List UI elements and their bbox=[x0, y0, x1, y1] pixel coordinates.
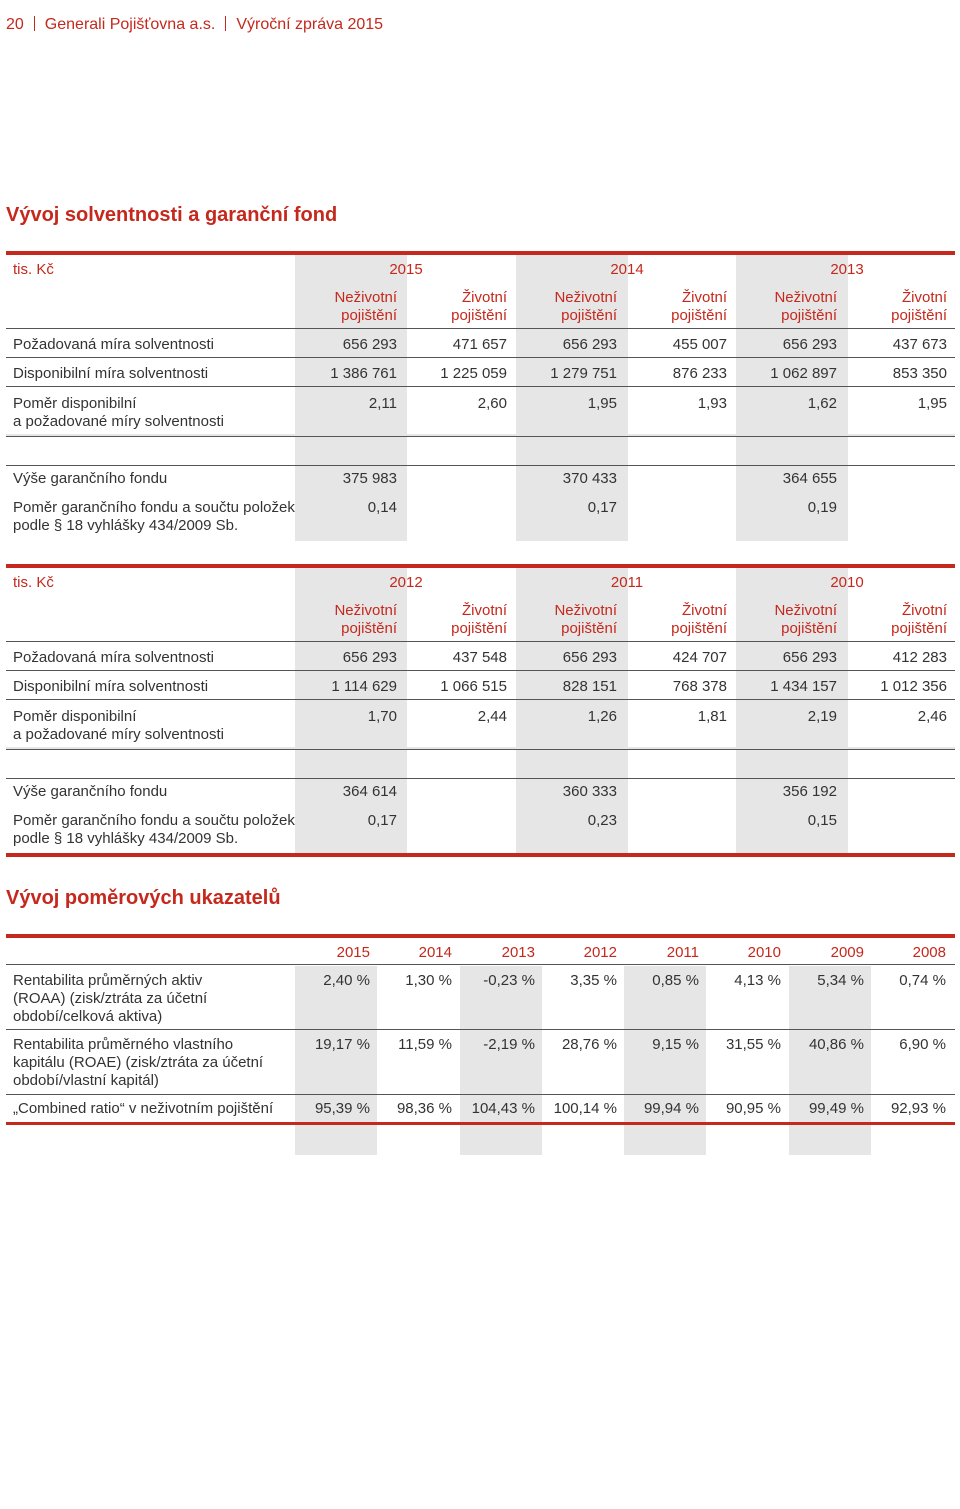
value-cell: 0,23 bbox=[587, 812, 617, 829]
value-cell: 656 293 bbox=[342, 649, 397, 666]
column-subheader: Životní pojištění bbox=[891, 602, 947, 637]
value-cell: -0,23 % bbox=[483, 972, 535, 989]
section-gap-rule bbox=[6, 747, 955, 749]
value-cell: 1 386 761 bbox=[330, 365, 397, 382]
value-cell: 99,49 % bbox=[808, 1100, 864, 1117]
column-subheader: Neživotní pojištění bbox=[334, 602, 397, 637]
value-cell: 95,39 % bbox=[314, 1100, 370, 1117]
column-subheader: Životní pojištění bbox=[451, 602, 507, 637]
value-cell: 0,19 bbox=[807, 499, 837, 516]
value-cell: 1,95 bbox=[917, 395, 947, 412]
year-header: 2013 bbox=[830, 261, 864, 278]
report-name: Výroční zpráva 2015 bbox=[236, 16, 384, 33]
value-cell: 92,93 % bbox=[890, 1100, 946, 1117]
row-label: Poměr garančního fondu a součtu položek podle § 18 vyhlášky 434/2009 Sb. bbox=[13, 499, 295, 534]
value-cell: 3,35 % bbox=[570, 972, 617, 989]
value-cell: 828 151 bbox=[562, 678, 617, 695]
value-cell: 656 293 bbox=[782, 336, 837, 353]
value-cell: 1,93 bbox=[697, 395, 727, 412]
value-cell: 1 279 751 bbox=[550, 365, 617, 382]
value-cell: 11,59 % bbox=[398, 1036, 452, 1053]
value-cell: 90,95 % bbox=[725, 1100, 781, 1117]
column-subheader: Neživotní pojištění bbox=[554, 602, 617, 637]
value-cell: 656 293 bbox=[562, 649, 617, 666]
value-cell: 1,70 bbox=[367, 708, 397, 725]
row-label: Poměr disponibilní a požadované míry solventnosti bbox=[13, 708, 224, 743]
value-cell: 356 192 bbox=[782, 783, 837, 800]
row-divider bbox=[6, 670, 955, 671]
value-cell: 370 433 bbox=[562, 470, 617, 487]
row-label: Poměr garančního fondu a součtu položek podle § 18 vyhlášky 434/2009 Sb. bbox=[13, 812, 295, 847]
row-divider bbox=[6, 641, 955, 642]
header-separator bbox=[225, 16, 226, 31]
value-cell: 19,17 % bbox=[314, 1036, 370, 1053]
value-cell: 2,44 bbox=[477, 708, 507, 725]
value-cell: 0,15 bbox=[807, 812, 837, 829]
value-cell: 437 548 bbox=[452, 649, 507, 666]
value-cell: 1 062 897 bbox=[770, 365, 837, 382]
year-header: 2013 bbox=[501, 944, 535, 961]
value-cell: 656 293 bbox=[562, 336, 617, 353]
value-cell: 1 225 059 bbox=[440, 365, 507, 382]
year-header: 2010 bbox=[830, 574, 864, 591]
value-cell: 364 655 bbox=[782, 470, 837, 487]
company-name: Generali Pojišťovna a.s. bbox=[44, 16, 216, 33]
row-divider bbox=[6, 964, 955, 965]
value-cell: 1,62 bbox=[807, 395, 837, 412]
solvency-title: Vývoj solventnosti a garanční fond bbox=[6, 204, 338, 226]
value-cell: 424 707 bbox=[672, 649, 727, 666]
row-divider bbox=[6, 699, 955, 700]
value-cell: 1 114 629 bbox=[331, 678, 397, 695]
value-cell: 1,26 bbox=[587, 708, 617, 725]
row-label: Poměr disponibilní a požadované míry solventnosti bbox=[13, 395, 224, 430]
year-header: 2012 bbox=[389, 574, 423, 591]
row-label: Rentabilita průměrných aktiv (ROAA) (zisk/ztráta za účetní období/celková aktiva) bbox=[13, 972, 208, 1025]
value-cell: 104,43 % bbox=[471, 1100, 535, 1117]
value-cell: 768 378 bbox=[672, 678, 727, 695]
row-label: Rentabilita průměrného vlastního kapitálu (ROAE) (zisk/ztráta za účetní období/vlastní kapitál) bbox=[13, 1036, 264, 1089]
year-header: 2008 bbox=[912, 944, 946, 961]
column-subheader: Neživotní pojištění bbox=[774, 602, 837, 637]
year-header: 2012 bbox=[583, 944, 617, 961]
row-label: Disponibilní míra solventnosti bbox=[13, 678, 209, 695]
row-divider bbox=[6, 328, 955, 329]
row-divider bbox=[6, 357, 955, 358]
value-cell: 40,86 % bbox=[808, 1036, 864, 1053]
page-number: 20 bbox=[6, 16, 24, 33]
value-cell: 28,76 % bbox=[561, 1036, 617, 1053]
column-shade bbox=[295, 966, 377, 1155]
row-label: „Combined ratio“ v neživotním pojištění bbox=[13, 1100, 274, 1117]
value-cell: 1,81 bbox=[697, 708, 727, 725]
row-divider bbox=[6, 1094, 955, 1095]
value-cell: 437 673 bbox=[892, 336, 947, 353]
section-gap-rule bbox=[6, 434, 955, 436]
value-cell: 1 012 356 bbox=[880, 678, 947, 695]
year-header: 2014 bbox=[610, 261, 644, 278]
page-header bbox=[6, 16, 383, 34]
value-cell: 31,55 % bbox=[725, 1036, 781, 1053]
unit-label: tis. Kč bbox=[13, 574, 54, 591]
value-cell: 412 283 bbox=[892, 649, 947, 666]
year-header: 2011 bbox=[666, 944, 699, 961]
value-cell: 9,15 % bbox=[652, 1036, 699, 1053]
value-cell: 656 293 bbox=[782, 649, 837, 666]
value-cell: 2,60 bbox=[477, 395, 507, 412]
value-cell: -2,19 % bbox=[483, 1036, 535, 1053]
row-divider bbox=[6, 436, 955, 437]
value-cell: 364 614 bbox=[342, 783, 397, 800]
column-subheader: Životní pojištění bbox=[451, 289, 507, 324]
value-cell: 2,46 bbox=[917, 708, 947, 725]
ratios-title: Vývoj poměrových ukazatelů bbox=[6, 887, 281, 909]
value-cell: 455 007 bbox=[672, 336, 727, 353]
row-label: Disponibilní míra solventnosti bbox=[13, 365, 209, 382]
year-header: 2014 bbox=[418, 944, 452, 961]
row-divider bbox=[6, 749, 955, 750]
value-cell: 1 434 157 bbox=[770, 678, 837, 695]
year-header: 2009 bbox=[830, 944, 864, 961]
column-subheader: Neživotní pojištění bbox=[554, 289, 617, 324]
table-bottom-rule bbox=[6, 853, 955, 857]
value-cell: 1,30 % bbox=[405, 972, 452, 989]
column-shade bbox=[624, 966, 706, 1155]
value-cell: 471 657 bbox=[452, 336, 507, 353]
value-cell: 2,40 % bbox=[323, 972, 370, 989]
value-cell: 2,11 bbox=[368, 395, 397, 412]
value-cell: 0,85 % bbox=[652, 972, 699, 989]
header-separator bbox=[34, 16, 35, 31]
value-cell: 2,19 bbox=[807, 708, 837, 725]
value-cell: 1 066 515 bbox=[440, 678, 507, 695]
column-subheader: Neživotní pojištění bbox=[334, 289, 397, 324]
value-cell: 5,34 % bbox=[817, 972, 864, 989]
row-divider bbox=[6, 386, 955, 387]
column-shade bbox=[789, 966, 871, 1155]
value-cell: 98,36 % bbox=[396, 1100, 452, 1117]
unit-label: tis. Kč bbox=[13, 261, 54, 278]
value-cell: 0,17 bbox=[587, 499, 617, 516]
value-cell: 0,74 % bbox=[899, 972, 946, 989]
row-label: Výše garančního fondu bbox=[13, 470, 168, 487]
row-label: Požadovaná míra solventnosti bbox=[13, 649, 214, 666]
column-subheader: Neživotní pojištění bbox=[774, 289, 837, 324]
row-label: Požadovaná míra solventnosti bbox=[13, 336, 214, 353]
table-top-rule bbox=[6, 934, 955, 938]
row-label: Výše garančního fondu bbox=[13, 783, 168, 800]
year-header: 2011 bbox=[610, 574, 644, 591]
row-divider bbox=[6, 778, 955, 779]
table-bottom-rule bbox=[6, 1122, 955, 1125]
value-cell: 853 350 bbox=[892, 365, 947, 382]
column-subheader: Životní pojištění bbox=[671, 289, 727, 324]
year-header: 2010 bbox=[747, 944, 781, 961]
value-cell: 0,14 bbox=[367, 499, 397, 516]
value-cell: 0,17 bbox=[367, 812, 397, 829]
year-header: 2015 bbox=[389, 261, 423, 278]
value-cell: 876 233 bbox=[672, 365, 727, 382]
year-header: 2015 bbox=[336, 944, 370, 961]
value-cell: 4,13 % bbox=[734, 972, 781, 989]
value-cell: 656 293 bbox=[342, 336, 397, 353]
value-cell: 375 983 bbox=[342, 470, 397, 487]
column-shade bbox=[460, 966, 542, 1155]
column-subheader: Životní pojištění bbox=[671, 602, 727, 637]
row-divider bbox=[6, 465, 955, 466]
row-divider bbox=[6, 1029, 955, 1030]
column-subheader: Životní pojištění bbox=[891, 289, 947, 324]
value-cell: 99,94 % bbox=[643, 1100, 699, 1117]
value-cell: 6,90 % bbox=[899, 1036, 946, 1053]
value-cell: 360 333 bbox=[562, 783, 617, 800]
value-cell: 1,95 bbox=[587, 395, 617, 412]
value-cell: 100,14 % bbox=[553, 1100, 617, 1117]
